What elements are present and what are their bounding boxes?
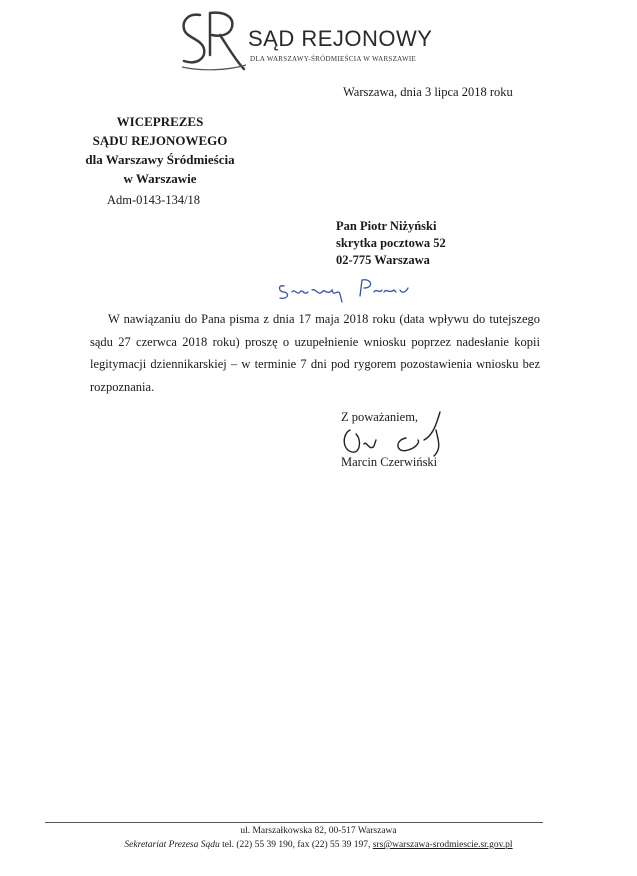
recipient-address-line: skrytka pocztowa 52 xyxy=(336,236,446,250)
handwritten-salutation xyxy=(276,276,416,304)
sender-line: w Warszawie xyxy=(123,171,197,186)
court-logo-icon xyxy=(170,5,250,73)
recipient-name: Pan Piotr Niżyński xyxy=(336,219,437,233)
court-name-subtitle: DLA WARSZAWY-ŚRÓDMIEŚCIA W WARSZAWIE xyxy=(250,55,417,63)
court-name-title: SĄD REJONOWY xyxy=(248,26,433,51)
footer-address: ul. Marszałkowska 82, 00-517 Warszawa xyxy=(240,826,397,836)
recipient-address-line: 02-775 Warszawa xyxy=(336,253,430,267)
reference-number: Adm-0143-134/18 xyxy=(107,193,201,207)
footer-contact xyxy=(0,840,637,850)
sender-block xyxy=(60,112,260,188)
letter-date: Warszawa, dnia 3 lipca 2018 roku xyxy=(343,85,513,99)
signer-name: Marcin Czerwiński xyxy=(341,455,438,469)
closing-phrase: Z poważaniem, xyxy=(341,410,419,424)
letter-body: W nawiązaniu do Pana pisma z dnia 17 maja 2018 roku (data wpływu do tutejszego sądu 27 czerwca 2018 roku) proszę o uzupełnienie wniosku poprzez nadesłanie kopii legitymacji dziennikarskiej – w terminie 7 dni pod rygorem pozostawienia wniosku bez rozpoznania. xyxy=(90,312,540,394)
recipient-block xyxy=(336,218,446,269)
footer-phones: tel. (22) 55 39 190, fax (22) 55 39 197, xyxy=(219,840,373,850)
footer-divider xyxy=(45,822,543,823)
footer-office: Sekretariat Prezesa Sądu xyxy=(124,840,220,850)
sender-line: dla Warszawy Śródmieścia xyxy=(85,152,235,167)
sender-line: SĄDU REJONOWEGO xyxy=(92,133,228,148)
sender-line: WICEPREZES xyxy=(116,114,204,129)
footer-email-link[interactable]: srs@warszawa-srodmiescie.sr.gov.pl xyxy=(372,840,513,850)
